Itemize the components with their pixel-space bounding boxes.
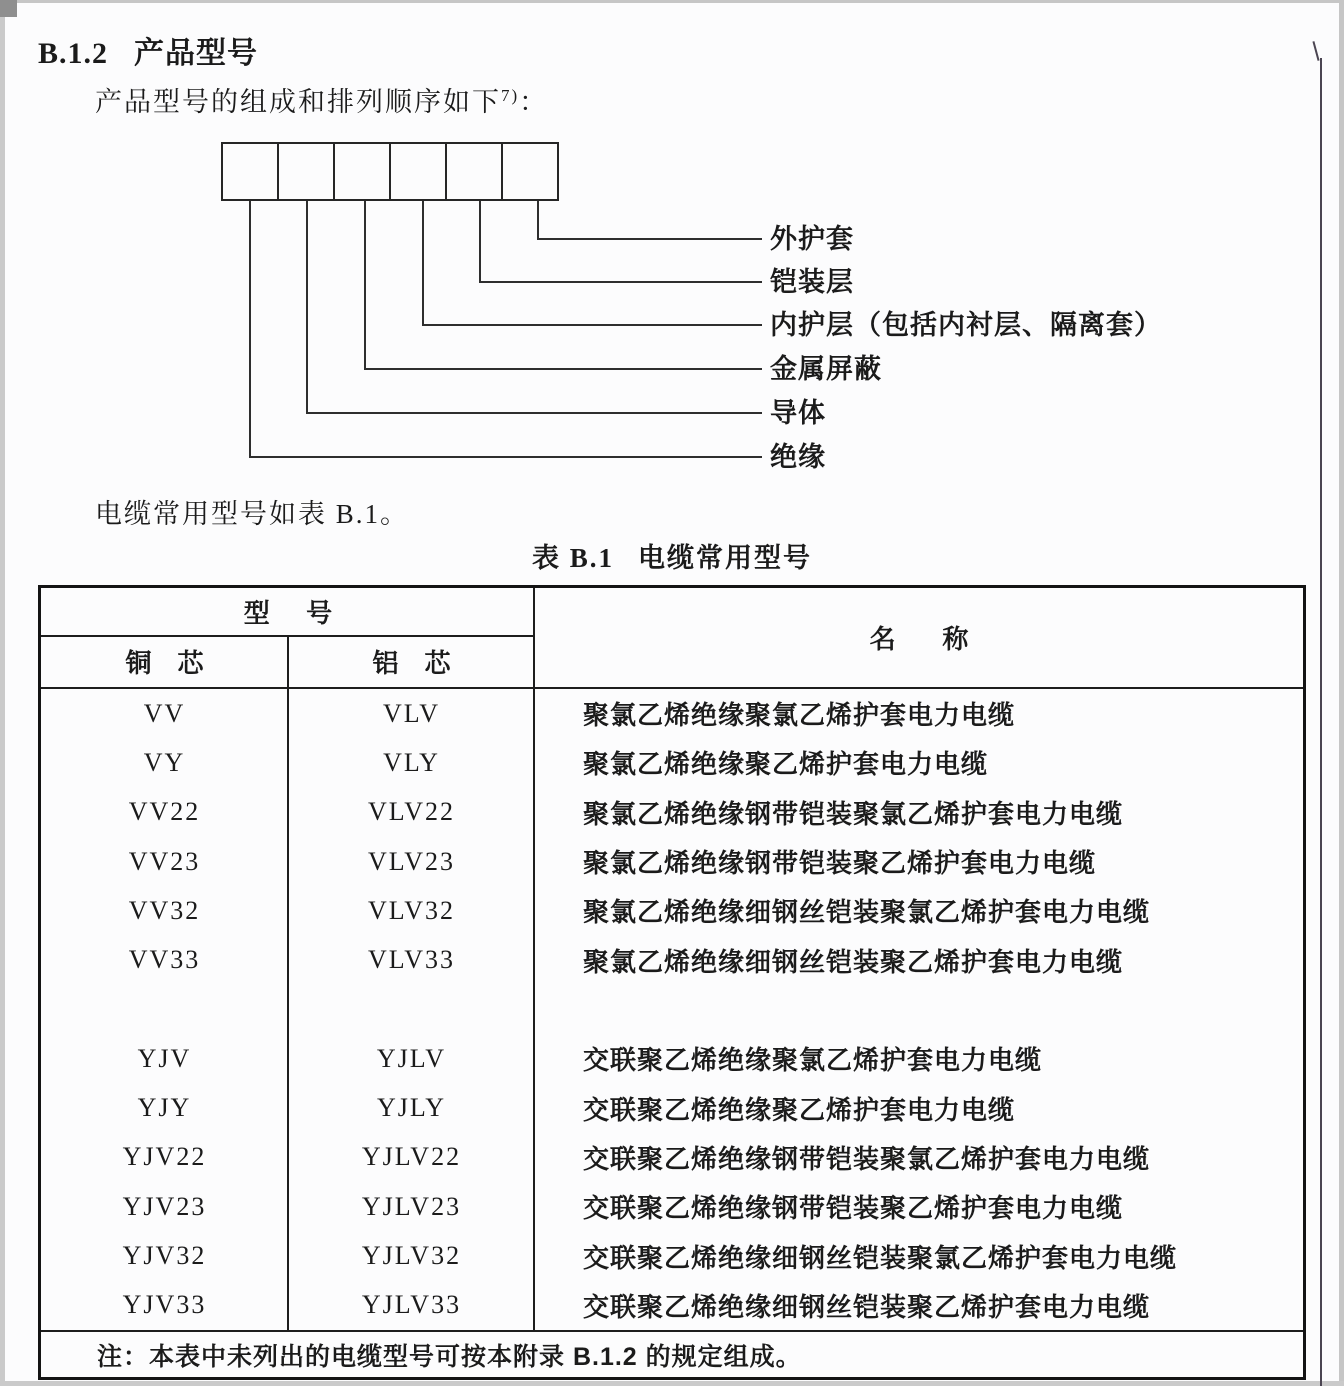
scan-edge-bottom [0, 1381, 1344, 1386]
table-caption-title: 电缆常用型号 [638, 543, 812, 573]
table-caption-number: 表 B.1 [531, 543, 614, 573]
leader-h-conductor [306, 412, 762, 414]
leader-v-outer-sheath [537, 201, 539, 240]
intro-paragraph [95, 80, 548, 119]
diagram-label-insulation: 绝缘 [770, 442, 826, 472]
cell-name: 交联聚乙烯绝缘细钢丝铠装聚乙烯护套电力电缆 [583, 1291, 1151, 1322]
table-row [41, 1231, 1303, 1280]
model-code-box-5 [445, 142, 503, 201]
model-code-box-2 [277, 142, 335, 201]
cell-copper: VY [143, 747, 186, 777]
cell-copper: YJY [137, 1093, 192, 1123]
cell-aluminum: YJLV33 [361, 1290, 462, 1320]
cell-name: 交联聚乙烯绝缘细钢丝铠装聚氯乙烯护套电力电缆 [583, 1242, 1178, 1273]
model-code-box-6 [501, 142, 559, 201]
table-row [41, 1133, 1303, 1182]
cell-aluminum: YJLV32 [361, 1241, 462, 1271]
header-name: 名称 [869, 624, 1016, 654]
cell-name: 聚氯乙烯绝缘细钢丝铠装聚乙烯护套电力电缆 [583, 946, 1124, 977]
scan-edge-left [0, 0, 5, 1386]
cell-aluminum: VLV [382, 698, 441, 728]
leader-h-armour [479, 281, 762, 283]
header-copper-core: 铜芯 [125, 647, 230, 678]
cell-aluminum: YJLV23 [361, 1191, 462, 1221]
table-caption [0, 536, 1344, 575]
leader-v-conductor [306, 201, 308, 414]
cell-name: 聚氯乙烯绝缘钢带铠装聚乙烯护套电力电缆 [583, 848, 1097, 879]
cell-aluminum: VLV23 [367, 846, 456, 876]
leader-v-inner-covering [422, 201, 424, 326]
table-row [41, 936, 1303, 985]
section-heading [38, 28, 258, 72]
cell-aluminum: YJLV22 [361, 1142, 462, 1172]
leader-h-insulation [249, 456, 762, 458]
cell-copper: VV23 [128, 846, 201, 876]
table-row [41, 1034, 1303, 1083]
table-row [41, 788, 1303, 837]
model-code-box-4 [389, 142, 447, 201]
cell-name: 聚氯乙烯绝缘聚乙烯护套电力电缆 [583, 749, 989, 780]
model-code-box-3 [333, 142, 391, 201]
leader-h-metal-screen [364, 368, 762, 370]
table-row [41, 1281, 1303, 1330]
cell-name: 交联聚乙烯绝缘钢带铠装聚乙烯护套电力电缆 [583, 1193, 1124, 1224]
table-row-spacer [41, 985, 1303, 1034]
table-row [41, 886, 1303, 935]
scan-edge-top [0, 0, 1344, 3]
scan-fold-line-tip [1312, 41, 1319, 61]
cell-name: 聚氯乙烯绝缘钢带铠装聚氯乙烯护套电力电缆 [583, 798, 1124, 829]
leader-h-outer-sheath [537, 238, 762, 240]
table-body [41, 689, 1303, 1330]
model-code-box-1 [221, 142, 279, 201]
model-code-boxes [221, 142, 559, 201]
diagram-label-inner-covering: 内护层（包括内衬层、隔离套） [770, 310, 1162, 340]
cell-aluminum: VLV32 [367, 895, 456, 925]
diagram-label-armour: 铠装层 [770, 267, 854, 297]
cell-name: 交联聚乙烯绝缘聚氯乙烯护套电力电缆 [583, 1045, 1043, 1076]
cell-aluminum: YJLY [377, 1093, 446, 1123]
leader-v-insulation [249, 201, 251, 458]
cell-aluminum: YJLV [376, 1043, 447, 1073]
footnote-ref: 7) [501, 86, 520, 105]
section-number: B.1.2 [38, 37, 109, 70]
cell-name: 交联聚乙烯绝缘钢带铠装聚氯乙烯护套电力电缆 [583, 1143, 1151, 1174]
intro-colon: ： [519, 87, 549, 117]
leader-v-metal-screen [364, 201, 366, 370]
table-note: 注：本表中未列出的电缆型号可按本附录 B.1.2 的规定组成。 [97, 1342, 802, 1371]
header-model-group: 型号 [243, 598, 369, 628]
cell-name: 聚氯乙烯绝缘细钢丝铠装聚氯乙烯护套电力电缆 [583, 897, 1151, 928]
cell-copper: VV33 [128, 945, 201, 975]
header-aluminum-core: 铝芯 [372, 647, 477, 678]
cell-aluminum: VLY [383, 747, 440, 777]
cell-name: 交联聚乙烯绝缘聚乙烯护套电力电缆 [583, 1094, 1016, 1125]
cell-copper: YJV33 [122, 1290, 207, 1320]
cell-copper: VV32 [128, 895, 201, 925]
table-row [41, 738, 1303, 787]
diagram-label-outer-sheath: 外护套 [770, 224, 854, 254]
cell-aluminum: VLV33 [367, 945, 456, 975]
intro-text: 产品型号的组成和排列顺序如下 [95, 87, 501, 117]
table-row [41, 837, 1303, 886]
diagram-label-conductor: 导体 [770, 398, 826, 428]
table-row [41, 1182, 1303, 1231]
section-title: 产品型号 [134, 37, 259, 70]
table-row [41, 1084, 1303, 1133]
scan-fold-line [1320, 58, 1322, 1386]
cell-aluminum: VLV22 [367, 797, 456, 827]
cell-name: 聚氯乙烯绝缘聚氯乙烯护套电力电缆 [583, 700, 1016, 731]
scan-edge-right [1339, 0, 1344, 1386]
scan-corner-mark [0, 0, 17, 17]
cell-copper: VV22 [128, 797, 201, 827]
table-row [41, 689, 1303, 738]
table-b1 [38, 585, 1306, 1380]
cell-copper: YJV22 [122, 1142, 207, 1172]
cell-copper: YJV23 [122, 1191, 207, 1221]
cell-copper: YJV [137, 1043, 192, 1073]
leader-v-armour [479, 201, 481, 283]
leader-h-inner-covering [422, 324, 762, 326]
diagram-label-metal-screen: 金属屏蔽 [770, 354, 882, 384]
cell-copper: VV [143, 698, 186, 728]
cell-copper: YJV32 [122, 1241, 207, 1271]
table-intro: 电缆常用型号如表 B.1。 [95, 499, 410, 529]
